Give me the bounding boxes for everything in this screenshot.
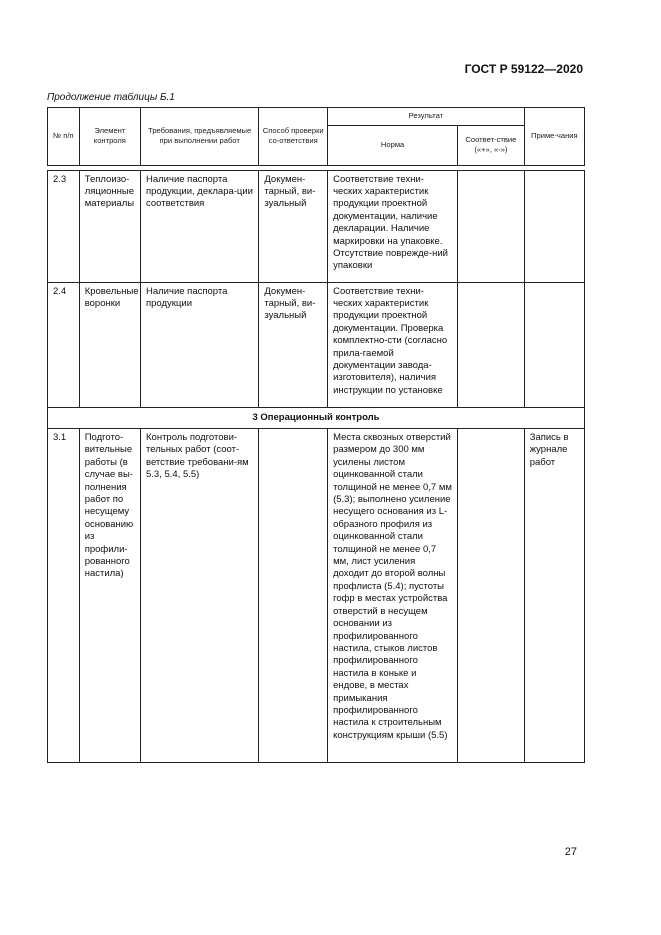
cell-requirements: Наличие паспорта продукции	[141, 282, 259, 407]
cell-num: 2.4	[48, 282, 80, 407]
header-result: Результат	[328, 108, 525, 126]
cell-method: Докумен-тарный, ви-зуальный	[259, 170, 328, 282]
table-row	[48, 429, 585, 763]
header-method: Способ проверки со-ответствия	[259, 108, 328, 166]
cell-notes	[524, 282, 584, 407]
header-conformity: Соответ-ствие («+», «-»)	[458, 125, 525, 165]
cell-norm: Соответствие техни-ческих характеристик продукции проектной документации. Проверка комплектно-сти (согласно прила-гаемой документации завода-изготовителя), наличия инструкции по установке	[328, 282, 458, 407]
cell-norm: Места сквозных отверстий размером до 300 мм усилены листом оцинкованной стали толщиной не менее 0,7 мм (5.3); выполнено усиление несущего основания из L-образного профиля из оцинкованной стали толщиной не менее 0,7 мм, лист усиления доходит до второй волны профлиста (5.4); пустоты гофр в местах устройства отверстий в несущем основании из профилированного настила, стыков листов профилированного настила в коньке и ендове, в местах примыкания профилированного настила к строительным конструкциям крыши (5.5)	[328, 429, 458, 763]
cell-requirements: Контроль подготови-тельных работ (соот-ветствие требовани-ям 5.3, 5.4, 5.5)	[141, 429, 259, 763]
table-row	[48, 170, 585, 282]
header-num: № п/п	[48, 108, 80, 166]
table-caption: Продолжение таблицы Б.1	[47, 92, 175, 103]
cell-notes	[524, 170, 584, 282]
cell-requirements: Наличие паспорта продукции, деклара-ции соответствия	[141, 170, 259, 282]
header-norm: Норма	[328, 125, 458, 165]
cell-element: Кровельные воронки	[79, 282, 140, 407]
section-title: 3 Операционный контроль	[48, 407, 585, 428]
document-code: ГОСТ Р 59122—2020	[464, 62, 583, 76]
cell-element: Подгото-вительные работы (в случае вы-полнения работ по несущему основанию из профили-рованного настила)	[79, 429, 140, 763]
page-number: 27	[564, 846, 577, 858]
cell-element: Теплоизо-ляционные материалы	[79, 170, 140, 282]
header-element: Элемент контроля	[79, 108, 140, 166]
header-requirements: Требования, предъявляемые при выполнении работ	[141, 108, 259, 166]
cell-norm: Соответствие техни-ческих характеристик продукции проектной документации, наличие декларации. Наличие маркировки на упаковке. Отсутствие поврежде-ний упаковки	[328, 170, 458, 282]
cell-conformity	[458, 429, 525, 763]
table-row	[48, 282, 585, 407]
cell-conformity	[458, 170, 525, 282]
cell-notes: Запись в журнале работ	[524, 429, 584, 763]
cell-method	[259, 429, 328, 763]
cell-conformity	[458, 282, 525, 407]
cell-num: 3.1	[48, 429, 80, 763]
section-row	[48, 407, 585, 428]
cell-num: 2.3	[48, 170, 80, 282]
cell-method: Докумен-тарный, ви-зуальный	[259, 282, 328, 407]
header-notes: Приме-чания	[524, 108, 584, 166]
inspection-table	[47, 107, 585, 763]
